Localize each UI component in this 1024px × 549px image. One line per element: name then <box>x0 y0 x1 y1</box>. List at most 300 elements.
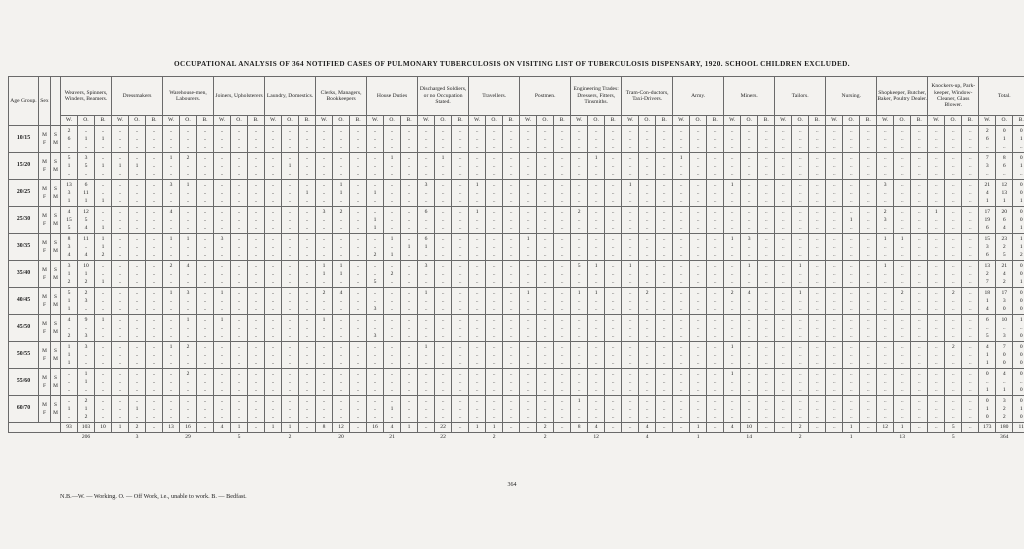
cell-value: .. <box>917 155 921 161</box>
cell-value: .. <box>611 317 615 323</box>
cell-value: .. <box>628 279 632 285</box>
cell-value: .. <box>441 317 445 323</box>
cell-value: .. <box>135 244 139 250</box>
sex-label: F <box>43 302 46 308</box>
cell-value: .. <box>900 387 904 393</box>
sum-cell: .. <box>962 423 979 433</box>
cell-value: .. <box>849 182 853 188</box>
cell-value: .. <box>883 344 887 350</box>
data-cell <box>503 261 520 288</box>
cell-value: .. <box>594 298 598 304</box>
cell-value: .. <box>288 198 292 204</box>
cell-value: .. <box>373 352 377 358</box>
cell-value: .. <box>509 325 513 331</box>
cell-value: .. <box>543 298 547 304</box>
cell-value: .. <box>458 252 462 258</box>
cell-value: .. <box>611 144 615 150</box>
cell-value: .. <box>288 279 292 285</box>
cell-value: .. <box>373 171 377 177</box>
data-cell <box>299 153 316 180</box>
marital-header <box>51 77 61 126</box>
data-cell <box>418 315 435 342</box>
cell-value: .. <box>339 360 343 366</box>
cell-value: .. <box>407 263 411 269</box>
cell-value: .. <box>407 406 411 412</box>
data-cell <box>95 369 112 396</box>
data-cell <box>792 288 809 315</box>
cell-value: .. <box>560 298 564 304</box>
cell-value: .. <box>288 306 292 312</box>
sum-cell: .. <box>605 423 622 433</box>
data-cell <box>809 153 826 180</box>
cell-value: .. <box>560 244 564 250</box>
subcolumn-header: W. <box>214 116 231 126</box>
data-cell <box>843 315 860 342</box>
data-cell <box>928 396 945 423</box>
data-cell <box>792 315 809 342</box>
cell-value: 0 <box>1019 352 1023 358</box>
cell-value: 1 <box>101 225 105 231</box>
cell-value: .. <box>441 236 445 242</box>
cell-value: .. <box>84 171 88 177</box>
cell-value: 3 <box>1002 333 1006 339</box>
cell-value: .. <box>271 325 275 331</box>
age-group-cell: 20/25 <box>9 180 39 207</box>
cell-value: .. <box>849 128 853 134</box>
cell-value: .. <box>186 414 190 420</box>
marital-label: S <box>54 294 57 300</box>
cell-value: .. <box>764 360 768 366</box>
cell-value: .. <box>679 190 683 196</box>
cell-value: .. <box>815 379 819 385</box>
data-cell <box>78 234 95 261</box>
cell-value: .. <box>441 298 445 304</box>
cell-value: .. <box>866 333 870 339</box>
cell-value: .. <box>441 198 445 204</box>
cell-value: .. <box>407 217 411 223</box>
cell-value: .. <box>407 290 411 296</box>
data-cell <box>520 288 537 315</box>
cell-value: .. <box>917 333 921 339</box>
cell-value: .. <box>764 306 768 312</box>
cell-value: .. <box>152 406 156 412</box>
cell-value: .. <box>288 387 292 393</box>
occupation-header: Discharged Soldiers, or no Occupation Stated. <box>418 77 469 116</box>
cell-value: .. <box>475 271 479 277</box>
cell-value: .. <box>560 333 564 339</box>
cell-value: 0 <box>1019 398 1023 404</box>
cell-value: 1 <box>730 344 734 350</box>
data-cell <box>469 234 486 261</box>
cell-value: .. <box>832 244 836 250</box>
subcolumn-header: W. <box>877 116 894 126</box>
occupation-header: Weavers, Spinners, Winders, Beamers. <box>61 77 112 116</box>
data-cell <box>299 234 316 261</box>
sum-cell: 12 <box>333 423 350 433</box>
cell-value: .. <box>322 371 326 377</box>
data-cell <box>724 207 741 234</box>
data-cell <box>826 261 843 288</box>
cell-value: .. <box>832 387 836 393</box>
data-cell <box>928 288 945 315</box>
cell-value: .. <box>288 379 292 385</box>
data-cell <box>350 342 367 369</box>
cell-value: .. <box>373 182 377 188</box>
cell-value: .. <box>951 217 955 223</box>
cell-value: .. <box>662 333 666 339</box>
cell-value: .. <box>900 171 904 177</box>
cell-value: .. <box>543 190 547 196</box>
data-cell <box>265 234 282 261</box>
cell-value: .. <box>407 252 411 258</box>
data-cell <box>112 180 129 207</box>
cell-value: .. <box>679 352 683 358</box>
data-cell <box>367 180 384 207</box>
subcolumn-header: B. <box>452 116 469 126</box>
cell-value: .. <box>968 352 972 358</box>
cell-value: .. <box>152 371 156 377</box>
cell-value: .. <box>628 252 632 258</box>
cell-value: .. <box>934 171 938 177</box>
cell-value: .. <box>305 360 309 366</box>
cell-value: .. <box>288 190 292 196</box>
cell-value: .. <box>271 171 275 177</box>
cell-value: .. <box>458 398 462 404</box>
cell-value: 1 <box>322 317 326 323</box>
cell-value: .. <box>815 236 819 242</box>
data-cell <box>435 261 452 288</box>
cell-value: .. <box>254 360 258 366</box>
data-cell <box>61 261 78 288</box>
cell-value: 3 <box>67 244 71 250</box>
data-cell <box>231 261 248 288</box>
data-cell <box>265 396 282 423</box>
cell-value: .. <box>356 298 360 304</box>
data-cell <box>707 261 724 288</box>
cell-value: .. <box>662 371 666 377</box>
cell-value: .. <box>169 244 173 250</box>
cell-value: 6 <box>1002 217 1006 223</box>
cell-value: .. <box>373 344 377 350</box>
cell-value: .. <box>679 387 683 393</box>
cell-value: 1 <box>186 236 190 242</box>
cell-value: .. <box>169 352 173 358</box>
data-cell <box>469 207 486 234</box>
cell-value: .. <box>594 406 598 412</box>
cell-value: .. <box>322 414 326 420</box>
cell-value: .. <box>475 398 479 404</box>
cell-value: .. <box>237 298 241 304</box>
cell-value: 1 <box>169 344 173 350</box>
cell-value: .. <box>135 155 139 161</box>
cell-value: .. <box>764 171 768 177</box>
cell-value: .. <box>458 306 462 312</box>
occupation-header: Tailors. <box>775 77 826 116</box>
cell-value: 1 <box>67 352 71 358</box>
cell-value: .. <box>764 352 768 358</box>
cell-value: 1 <box>1019 406 1023 412</box>
cell-value: .. <box>951 325 955 331</box>
cell-value: .. <box>730 198 734 204</box>
cell-value: .. <box>356 352 360 358</box>
cell-value: .. <box>271 182 275 188</box>
data-cell <box>95 207 112 234</box>
cell-value: .. <box>1002 171 1006 177</box>
cell-value: .. <box>577 406 581 412</box>
cell-value: .. <box>441 263 445 269</box>
cell-value: .. <box>713 236 717 242</box>
cell-value: .. <box>135 263 139 269</box>
data-cell <box>384 396 401 423</box>
cell-value: .. <box>849 290 853 296</box>
cell-value: .. <box>577 236 581 242</box>
cell-value: .. <box>67 171 71 177</box>
cell-value: 0 <box>1019 128 1023 134</box>
cell-value: .. <box>594 190 598 196</box>
cell-value: .. <box>934 271 938 277</box>
cell-value: .. <box>577 306 581 312</box>
cell-value: .. <box>322 163 326 169</box>
cell-value: .. <box>696 190 700 196</box>
data-cell <box>248 369 265 396</box>
cell-value: .. <box>135 379 139 385</box>
cell-value: 4 <box>186 263 190 269</box>
cell-value: 0 <box>1002 352 1006 358</box>
data-cell <box>316 396 333 423</box>
sum-cell: 2 <box>129 423 146 433</box>
cell-value: .. <box>951 371 955 377</box>
data-cell <box>180 153 197 180</box>
cell-value: .. <box>849 263 853 269</box>
cell-value: .. <box>951 128 955 134</box>
cell-value: .. <box>373 360 377 366</box>
cell-value: .. <box>254 144 258 150</box>
cell-value: 1 <box>390 252 394 258</box>
cell-value: .. <box>730 360 734 366</box>
cell-value: 2 <box>373 252 377 258</box>
cell-value: .. <box>951 271 955 277</box>
cell-value: .. <box>373 209 377 215</box>
cell-value: .. <box>475 136 479 142</box>
data-cell <box>316 180 333 207</box>
cell-value: .. <box>203 298 207 304</box>
data-cell <box>180 180 197 207</box>
cell-value: .. <box>203 263 207 269</box>
data-cell <box>860 342 877 369</box>
data-cell <box>197 369 214 396</box>
cell-value: .. <box>679 414 683 420</box>
cell-value: 10 <box>83 263 89 269</box>
cell-value: .. <box>271 209 275 215</box>
data-cell <box>180 126 197 153</box>
cell-value: .. <box>492 379 496 385</box>
data-cell <box>996 126 1013 153</box>
cell-value: .. <box>900 317 904 323</box>
cell-value: .. <box>577 379 581 385</box>
cell-value: .. <box>611 387 615 393</box>
data-cell <box>656 288 673 315</box>
cell-value: .. <box>662 171 666 177</box>
cell-value: .. <box>934 217 938 223</box>
cell-value: .. <box>475 379 479 385</box>
cell-value: .. <box>781 155 785 161</box>
data-cell <box>996 234 1013 261</box>
cell-value: .. <box>169 279 173 285</box>
cell-value: 4 <box>67 252 71 258</box>
cell-value: .. <box>475 163 479 169</box>
cell-value: 1 <box>475 182 479 188</box>
cell-value: 20 <box>1001 209 1008 215</box>
cell-value: 3 <box>67 190 71 196</box>
cell-value: .. <box>288 136 292 142</box>
cell-value: .. <box>254 290 258 296</box>
cell-value: .. <box>866 344 870 350</box>
cell-value: .. <box>662 414 666 420</box>
data-cell <box>690 207 707 234</box>
cell-value: .. <box>339 333 343 339</box>
data-cell <box>299 207 316 234</box>
data-cell <box>384 234 401 261</box>
sex-cell <box>39 207 51 234</box>
cell-value: .. <box>203 244 207 250</box>
data-cell <box>945 180 962 207</box>
cell-value: .. <box>730 163 734 169</box>
age-group-cell: 45/50 <box>9 315 39 342</box>
data-cell <box>452 261 469 288</box>
cell-value: .. <box>254 317 258 323</box>
data-cell <box>1013 288 1024 315</box>
cell-value: .. <box>152 333 156 339</box>
cell-value: .. <box>390 209 394 215</box>
cell-value: .. <box>900 252 904 258</box>
sum-cell: 10 <box>741 423 758 433</box>
cell-value: .. <box>696 236 700 242</box>
data-cell <box>894 180 911 207</box>
cell-value: 17 <box>1001 290 1008 296</box>
cell-value: .. <box>577 333 581 339</box>
cell-value: .. <box>118 128 122 134</box>
cell-value: .. <box>560 171 564 177</box>
cell-value: .. <box>679 406 683 412</box>
data-cell <box>809 396 826 423</box>
data-cell <box>571 396 588 423</box>
cell-value: .. <box>934 198 938 204</box>
cell-value: .. <box>628 236 632 242</box>
cell-value: .. <box>560 182 564 188</box>
cell-value: .. <box>118 406 122 412</box>
cell-value: .. <box>849 344 853 350</box>
cell-value: .. <box>543 387 547 393</box>
cell-value: .. <box>135 279 139 285</box>
marital-label: S <box>54 267 57 273</box>
cell-value: .. <box>305 333 309 339</box>
sum-cell: 11 <box>1013 423 1024 433</box>
cell-value: .. <box>186 387 190 393</box>
cell-value: .. <box>152 279 156 285</box>
cell-value: .. <box>407 317 411 323</box>
cell-value: .. <box>271 306 275 312</box>
cell-value: .. <box>118 333 122 339</box>
cell-value: 1 <box>1019 317 1023 323</box>
cell-value: .. <box>781 252 785 258</box>
data-cell <box>809 288 826 315</box>
cell-value: 0 <box>1019 360 1023 366</box>
cell-value: .. <box>594 236 598 242</box>
cell-value: .. <box>747 209 751 215</box>
group-total-cell: 29 <box>185 433 191 440</box>
cell-value: .. <box>662 252 666 258</box>
data-cell <box>78 288 95 315</box>
subcolumn-header: O. <box>180 116 197 126</box>
cell-value: .. <box>339 298 343 304</box>
cell-value: .. <box>798 298 802 304</box>
cell-value: .. <box>645 360 649 366</box>
cell-value: .. <box>390 360 394 366</box>
data-cell <box>282 207 299 234</box>
cell-value: .. <box>679 144 683 150</box>
cell-value: .. <box>968 163 972 169</box>
data-cell <box>792 261 809 288</box>
cell-value: .. <box>526 398 530 404</box>
cell-value: 0 <box>985 414 989 420</box>
cell-value: .. <box>220 352 224 358</box>
sum-cell: 180 <box>996 423 1013 433</box>
cell-value: 1 <box>1019 163 1023 169</box>
cell-value: .. <box>203 325 207 331</box>
cell-value: .. <box>951 387 955 393</box>
cell-value: .. <box>492 182 496 188</box>
cell-value: .. <box>322 217 326 223</box>
cell-value: .. <box>118 325 122 331</box>
data-cell <box>146 207 163 234</box>
cell-value: 0 <box>1019 344 1023 350</box>
sex-label: F <box>43 383 46 389</box>
cell-value: .. <box>407 298 411 304</box>
cell-value: .. <box>271 290 275 296</box>
data-cell <box>350 396 367 423</box>
cell-value: .. <box>696 144 700 150</box>
cell-value: .. <box>152 352 156 358</box>
cell-value: .. <box>747 190 751 196</box>
data-cell <box>758 180 775 207</box>
cell-value: .. <box>781 271 785 277</box>
cell-value: .. <box>526 387 530 393</box>
cell-value: .. <box>390 217 394 223</box>
sum-cell: 1 <box>690 423 707 433</box>
cell-value: .. <box>254 325 258 331</box>
cell-value: .. <box>373 371 377 377</box>
marital-label: M <box>53 410 58 416</box>
cell-value: .. <box>611 155 615 161</box>
data-cell <box>928 342 945 369</box>
cell-value: .. <box>713 190 717 196</box>
data-cell <box>384 369 401 396</box>
data-cell <box>180 207 197 234</box>
data-cell <box>163 261 180 288</box>
data-cell <box>367 369 384 396</box>
cell-value: .. <box>611 190 615 196</box>
cell-value: .. <box>611 306 615 312</box>
cell-value: .. <box>203 144 207 150</box>
cell-value: .. <box>679 236 683 242</box>
cell-value: 0 <box>985 371 989 377</box>
cell-value: 11 <box>83 190 89 196</box>
cell-value: .. <box>271 163 275 169</box>
cell-value: .. <box>713 414 717 420</box>
data-cell <box>724 288 741 315</box>
cell-value: .. <box>84 128 88 134</box>
cell-value: .. <box>883 198 887 204</box>
